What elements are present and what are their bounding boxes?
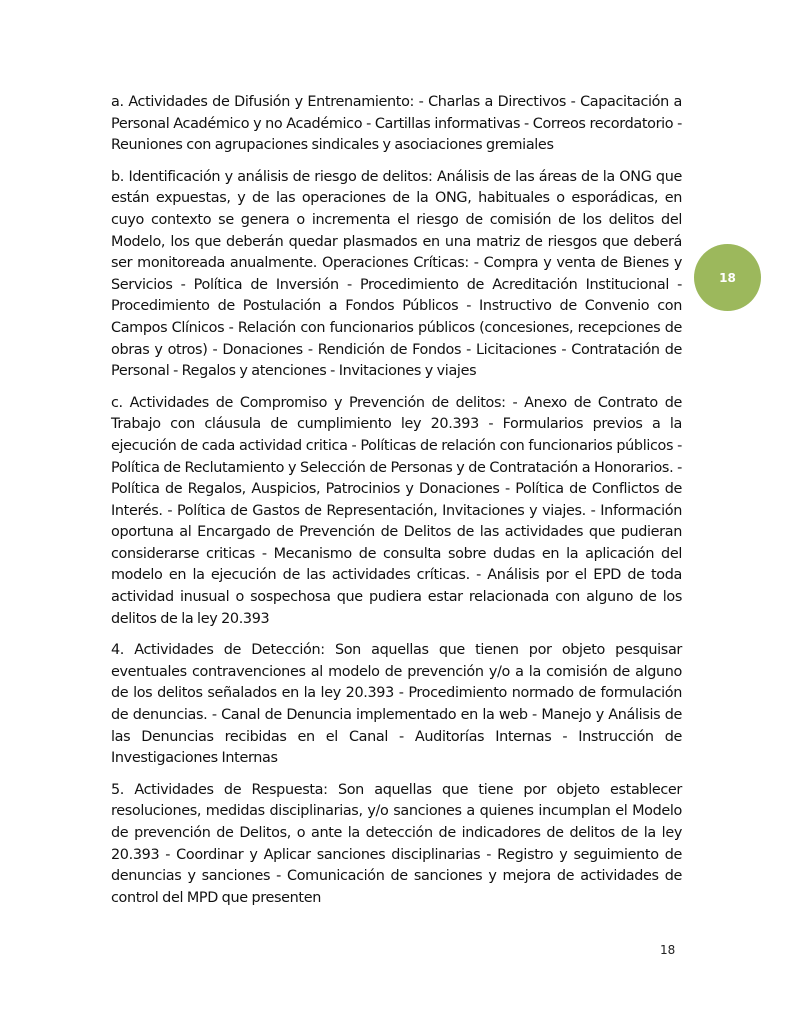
paragraph-actividades-respuesta: 5. Actividades de Respuesta: Son aquellas que tiene por objeto establecer resoluciones, medidas disciplinarias, y/o sanciones a quienes incumplan el Modelo de prevención de Delitos, o ante la detección de indicadores de delitos de la ley 20.393 - Coordinar y Aplicar sanciones disciplinarias - Registro y seguimiento de denuncias y sanciones - Comunicación de sanciones y mejora de actividades de control del MPD que presenten	[111, 781, 682, 906]
paragraph-difusion-entrenamiento: a. Actividades de Difusión y Entrenamiento: - Charlas a Directivos - Capacitación a Personal Académico y no Académico - Cartillas informativas - Correos recordatorio - Reuniones con agrupaciones sindicales y asociaciones gremiales	[111, 94, 682, 154]
document-body	[111, 92, 682, 919]
paragraph-compromiso-prevencion: c. Actividades de Compromiso y Prevención de delitos: - Anexo de Contrato de Trabajo con cláusula de cumplimiento ley 20.393 - Formularios previos a la ejecución de cada actividad critica - Políticas de relación con funcionarios públicos - Política de Reclutamiento y Selección de Personas y de Contratación a Honorarios. - Política de Regalos, Auspicios, Patrocinios y Donaciones - Política de Conflictos de Interés. - Política de Gastos de Representación, Invitaciones y viajes. - Información oportuna al Encargado de Prevención de Delitos de las actividades que pudieran considerarse criticas - Mecanismo de consulta sobre dudas en la aplicación del modelo en la ejecución de las actividades críticas. - Análisis por el EPD de toda actividad inusual o sospechosa que pudiera estar relacionada con alguno de los delitos de la ley 20.393	[111, 394, 682, 627]
page-number-badge: 18	[694, 244, 761, 311]
paragraph-actividades-deteccion: 4. Actividades de Detección: Son aquellas que tienen por objeto pesquisar eventuales contravenciones al modelo de prevención y/o a la comisión de alguno de los delitos señalados en la ley 20.393 - Procedimiento normado de formulación de denuncias. - Canal de Denuncia implementado en la web - Manejo y Análisis de las Denuncias recibidas en el Canal - Auditorías Internas - Instrucción de Investigaciones Internas	[111, 642, 682, 767]
paragraph-identificacion-riesgo: b. Identificación y análisis de riesgo de delitos: Análisis de las áreas de la ONG que están expuestas, y de las operaciones de la ONG, habituales o esporádicas, en cuyo contexto se genera o incrementa el riesgo de comisión de los delitos del Modelo, los que deberán quedar plasmados en una matriz de riesgos que deberá ser monitoreada anualmente. Operaciones Críticas: - Compra y venta de Bienes y Servicios - Política de Inversión - Procedimiento de Acreditación Institucional - Procedimiento de Postulación a Fondos Públicos - Instructivo de Convenio con Campos Clínicos - Relación con funcionarios públicos (concesiones, recepciones de obras y otros) - Donaciones - Rendición de Fondos - Licitaciones - Contratación de Personal - Regalos y atenciones - Invitaciones y viajes	[111, 168, 682, 380]
footer-page-number: 18	[660, 943, 676, 957]
